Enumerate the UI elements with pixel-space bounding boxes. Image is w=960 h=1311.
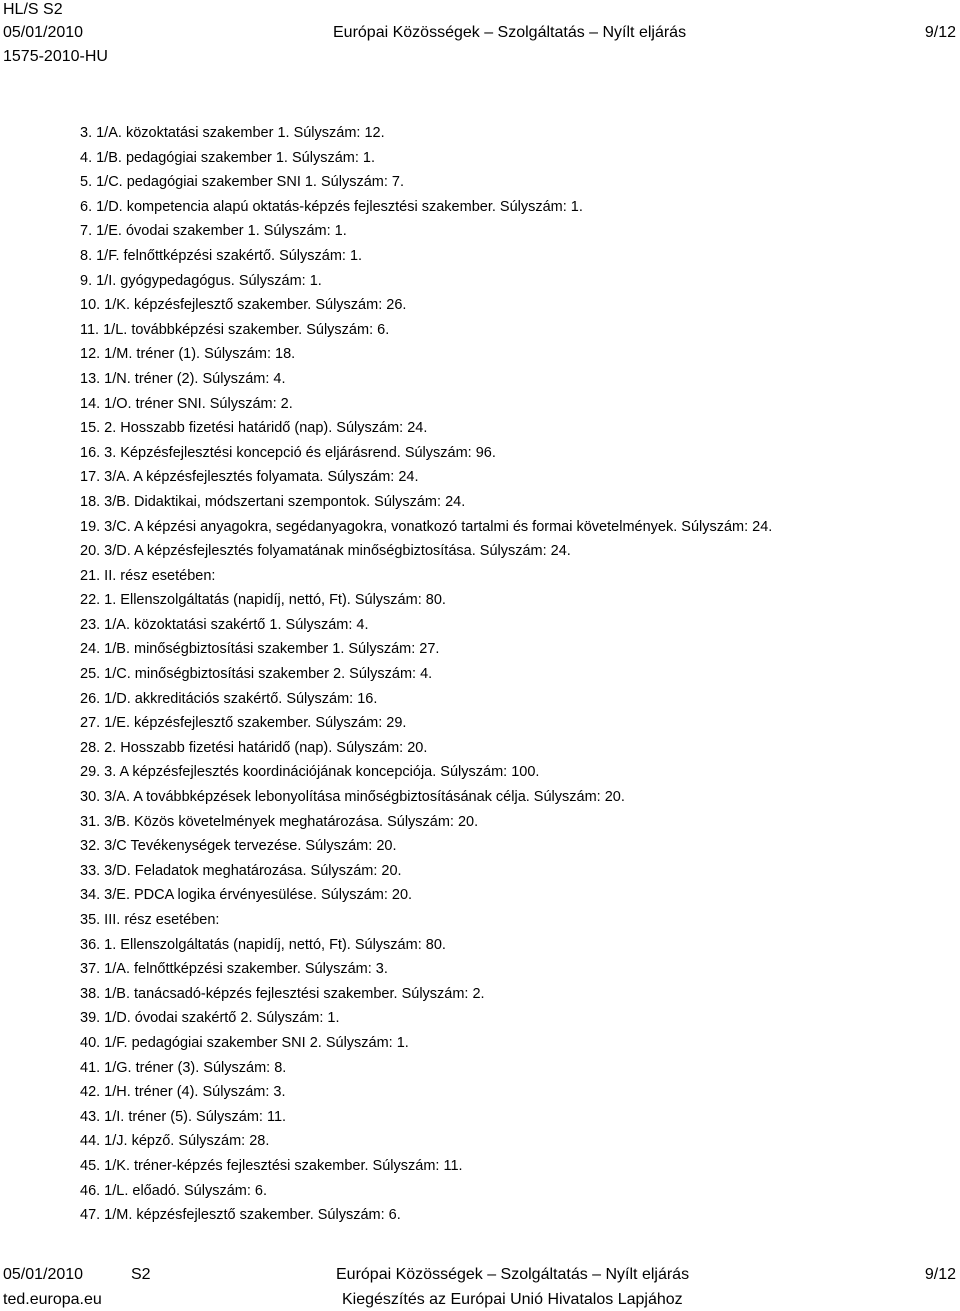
list-item: 5. 1/C. pedagógiai szakember SNI 1. Súlyszám: 7. <box>80 174 404 191</box>
footer-supplement: Kiegészítés az Európai Unió Hivatalos Lapjához <box>342 1291 683 1308</box>
list-item: 15. 2. Hosszabb fizetési határidő (nap). Súlyszám: 24. <box>80 420 428 437</box>
list-item: 20. 3/D. A képzésfejlesztés folyamatának minőségbiztosítása. Súlyszám: 24. <box>80 543 571 560</box>
list-item: 7. 1/E. óvodai szakember 1. Súlyszám: 1. <box>80 223 347 240</box>
list-item: 45. 1/K. tréner-képzés fejlesztési szakember. Súlyszám: 11. <box>80 1157 463 1174</box>
list-item: 30. 3/A. A továbbképzések lebonyolítása minőségbiztosításának célja. Súlyszám: 20. <box>80 789 625 806</box>
list-item: 34. 3/E. PDCA logika érvényesülése. Súlyszám: 20. <box>80 887 413 904</box>
list-item: 23. 1/A. közoktatási szakértő 1. Súlyszám: 4. <box>80 616 369 633</box>
list-item: 32. 3/C Tevékenységek tervezése. Súlyszám: 20. <box>80 838 397 855</box>
list-item: 39. 1/D. óvodai szakértő 2. Súlyszám: 1. <box>80 1010 340 1027</box>
document-code: HL/S S2 <box>3 1 63 18</box>
list-item: 14. 1/O. tréner SNI. Súlyszám: 2. <box>80 395 293 412</box>
list-item: 38. 1/B. tanácsadó-képzés fejlesztési szakember. Súlyszám: 2. <box>80 985 485 1002</box>
list-item: 24. 1/B. minőségbiztosítási szakember 1. Súlyszám: 27. <box>80 641 440 658</box>
list-item: 47. 1/M. képzésfejlesztő szakember. Súlyszám: 6. <box>80 1207 401 1224</box>
list-item: 10. 1/K. képzésfejlesztő szakember. Súlyszám: 26. <box>80 297 407 314</box>
list-item: 21. II. rész esetében: <box>80 567 216 584</box>
list-item: 8. 1/F. felnőttképzési szakértő. Súlyszám: 1. <box>80 247 363 264</box>
list-item: 25. 1/C. minőségbiztosítási szakember 2. Súlyszám: 4. <box>80 666 433 683</box>
list-item: 29. 3. A képzésfejlesztés koordinációjának koncepciója. Súlyszám: 100. <box>80 764 540 781</box>
list-item: 42. 1/H. tréner (4). Súlyszám: 3. <box>80 1084 286 1101</box>
list-item: 33. 3/D. Feladatok meghatározása. Súlyszám: 20. <box>80 862 402 879</box>
list-item: 19. 3/C. A képzési anyagokra, segédanyagokra, vonatkozó tartalmi és formai követelmények. Súlyszám: 24. <box>80 518 773 535</box>
page-header <box>0 0 960 72</box>
list-item: 16. 3. Képzésfejlesztési koncepció és eljárásrend. Súlyszám: 96. <box>80 444 496 461</box>
list-item: 18. 3/B. Didaktikai, módszertani szempontok. Súlyszám: 24. <box>80 493 466 510</box>
list-item: 17. 3/A. A képzésfejlesztés folyamata. Súlyszám: 24. <box>80 469 419 486</box>
document-number: 1575-2010-HU <box>3 48 108 65</box>
list-item: 12. 1/M. tréner (1). Súlyszám: 18. <box>80 346 296 363</box>
header-date: 05/01/2010 <box>3 24 84 41</box>
list-item: 27. 1/E. képzésfejlesztő szakember. Súlyszám: 29. <box>80 715 407 732</box>
list-item: 31. 3/B. Közös követelmények meghatározása. Súlyszám: 20. <box>80 813 479 830</box>
list-item: 22. 1. Ellenszolgáltatás (napidíj, nettó, Ft). Súlyszám: 80. <box>80 592 446 609</box>
list-item: 43. 1/I. tréner (5). Súlyszám: 11. <box>80 1108 287 1125</box>
list-item: 36. 1. Ellenszolgáltatás (napidíj, nettó, Ft). Súlyszám: 80. <box>80 936 446 953</box>
list-item: 6. 1/D. kompetencia alapú oktatás-képzés fejlesztési szakember. Súlyszám: 1. <box>80 198 583 215</box>
footer-page-number: 9/12 <box>924 1266 956 1283</box>
list-item: 11. 1/L. továbbképzési szakember. Súlyszám: 6. <box>80 321 390 338</box>
footer-site: ted.europa.eu <box>3 1291 102 1308</box>
list-item: 44. 1/J. képző. Súlyszám: 28. <box>80 1133 270 1150</box>
header-page-number: 9/12 <box>924 24 956 41</box>
list-item: 40. 1/F. pedagógiai szakember SNI 2. Súlyszám: 1. <box>80 1034 409 1051</box>
list-item: 28. 2. Hosszabb fizetési határidő (nap). Súlyszám: 20. <box>80 739 428 756</box>
list-item: 4. 1/B. pedagógiai szakember 1. Súlyszám: 1. <box>80 149 375 166</box>
criteria-list <box>80 121 950 1228</box>
footer-code: S2 <box>131 1266 151 1283</box>
list-item: 35. III. rész esetében: <box>80 912 220 928</box>
list-item: 26. 1/D. akkreditációs szakértő. Súlyszám: 16. <box>80 690 378 707</box>
list-item: 3. 1/A. közoktatási szakember 1. Súlyszám: 12. <box>80 125 385 141</box>
list-item: 46. 1/L. előadó. Súlyszám: 6. <box>80 1182 267 1199</box>
header-title: Európai Közösségek – Szolgáltatás – Nyílt eljárás <box>333 24 687 41</box>
page-footer <box>0 1262 960 1311</box>
list-item: 13. 1/N. tréner (2). Súlyszám: 4. <box>80 370 286 387</box>
list-item: 9. 1/I. gyógypedagógus. Súlyszám: 1. <box>80 272 322 289</box>
list-item: 37. 1/A. felnőttképzési szakember. Súlyszám: 3. <box>80 961 388 978</box>
footer-title: Európai Közösségek – Szolgáltatás – Nyílt eljárás <box>336 1266 690 1283</box>
footer-date: 05/01/2010 <box>3 1266 84 1283</box>
list-item: 41. 1/G. tréner (3). Súlyszám: 8. <box>80 1059 287 1076</box>
